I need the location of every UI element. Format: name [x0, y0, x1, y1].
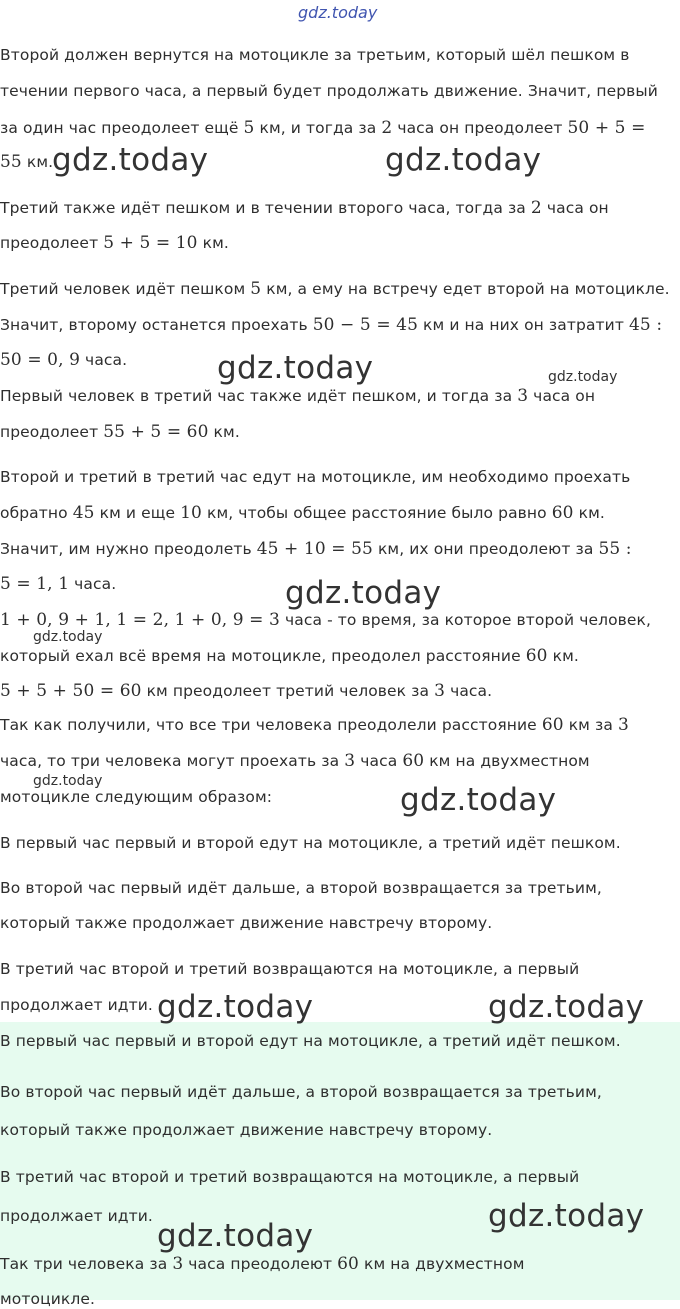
math-expression: 45 + 10 = 55 — [256, 539, 373, 559]
text-segment: часа он — [528, 387, 596, 405]
text-line — [0, 751, 590, 771]
text-line — [0, 539, 632, 559]
watermark: gdz.today — [33, 629, 103, 645]
watermark: gdz.today — [488, 989, 645, 1025]
text-segment: км. — [197, 234, 229, 252]
math-expression: 3 — [172, 1254, 184, 1274]
math-expression: 45 — [72, 503, 95, 523]
text-segment: км, и тогда за — [254, 119, 382, 137]
text-segment: Значит, второму останется проехать — [0, 316, 313, 334]
text-segment: км, а ему на встречу едет второй на мотоцикле. — [261, 280, 670, 298]
text-segment: часа он преодолеет — [392, 119, 568, 137]
text-line — [0, 959, 579, 979]
text-segment: Второй должен вернутся на мотоцикле за третьим, который шёл пешком в — [0, 46, 630, 64]
text-line — [0, 574, 116, 594]
math-expression: 3 — [517, 386, 529, 406]
text-line — [0, 715, 629, 735]
text-segment: часа он — [541, 199, 609, 217]
text-segment: Третий человек идёт пешком — [0, 280, 251, 298]
text-segment: часа преодолеют — [183, 1255, 338, 1273]
text-segment: км. — [208, 423, 240, 441]
text-segment: мотоцикле. — [0, 1290, 96, 1308]
math-expression: 55 : — [598, 539, 632, 559]
watermark: gdz.today — [33, 773, 103, 789]
math-expression: 60 — [525, 646, 548, 666]
math-expression: 5 + 5 = 10 — [103, 233, 198, 253]
math-expression: 3 — [434, 681, 446, 701]
text-segment: км. — [547, 647, 579, 665]
text-segment: течении первого часа, а первый будет продолжать движение. Значит, первый — [0, 82, 658, 100]
text-segment: Так три человека за — [0, 1255, 173, 1273]
text-segment: продолжает идти. — [0, 996, 153, 1014]
text-line — [0, 1167, 579, 1187]
watermark: gdz.today — [385, 142, 542, 178]
watermark: gdz.today — [285, 575, 442, 611]
text-segment: км преодолеет третий человек за — [141, 682, 435, 700]
text-segment: преодолеет — [0, 234, 104, 252]
math-expression: 50 = 0, 9 — [0, 350, 81, 370]
text-line — [0, 646, 579, 666]
watermark: gdz.today — [157, 989, 314, 1025]
text-line — [0, 1120, 492, 1140]
watermark: gdz.today — [400, 782, 557, 818]
watermark: gdz.today — [157, 1218, 314, 1254]
text-line — [0, 610, 651, 630]
text-segment: В первый час первый и второй едут на мотоцикле, а третий идёт пешком. — [0, 834, 621, 852]
watermark: gdz.today — [217, 350, 374, 386]
text-line — [0, 833, 621, 853]
text-segment: который также продолжает движение навстречу второму. — [0, 1121, 493, 1139]
text-segment: км на двухместном — [424, 752, 590, 770]
watermark-top: gdz.today — [298, 3, 378, 22]
text-line — [0, 198, 609, 218]
math-expression: 60 — [551, 503, 574, 523]
text-line — [0, 503, 605, 523]
text-segment: мотоцикле следующим образом: — [0, 788, 273, 806]
text-line — [0, 1082, 602, 1102]
text-segment: В первый час первый и второй едут на мотоцикле, а третий идёт пешком. — [0, 1032, 621, 1050]
math-expression: 1 + 0, 9 + 1, 1 = 2, 1 + 0, 9 = 3 — [0, 610, 280, 630]
text-line — [0, 118, 645, 138]
text-line — [0, 81, 658, 101]
text-segment: Во второй час первый идёт дальше, а второй возвращается за третьим, — [0, 879, 602, 897]
watermark: gdz.today — [488, 1198, 645, 1234]
text-segment: Первый человек в третий час также идёт пешком, и тогда за — [0, 387, 518, 405]
text-line — [0, 279, 670, 299]
watermark: gdz.today — [52, 142, 209, 178]
text-line — [0, 1206, 153, 1226]
text-segment: Второй и третий в третий час едут на мотоцикле, им необходимо проехать — [0, 468, 631, 486]
text-segment: км на двухместном — [358, 1255, 525, 1273]
math-expression: 2 — [381, 118, 393, 138]
math-expression: 55 — [0, 152, 22, 172]
text-segment: часа. — [445, 682, 493, 700]
math-expression: 5 + 5 + 50 = 60 — [0, 681, 142, 701]
text-line — [0, 878, 602, 898]
text-segment: часа. — [69, 575, 117, 593]
text-segment: км, их они преодолеют за — [372, 540, 599, 558]
text-segment: Так как получили, что все три человека преодолели расстояние — [0, 716, 542, 734]
text-line — [0, 995, 153, 1015]
math-expression: 10 — [180, 503, 202, 523]
text-line — [0, 467, 630, 487]
text-segment: км за — [563, 716, 618, 734]
text-line — [0, 233, 229, 253]
text-line — [0, 350, 127, 370]
math-expression: 60 — [541, 715, 564, 735]
math-expression: 60 — [402, 751, 425, 771]
text-segment: В третий час второй и третий возвращаются на мотоцикле, а первый — [0, 960, 580, 978]
text-line — [0, 45, 629, 65]
text-line — [0, 1031, 621, 1051]
text-line — [0, 787, 272, 807]
text-segment: который также продолжает движение навстречу второму. — [0, 914, 493, 932]
math-expression: 55 + 5 = 60 — [103, 422, 209, 442]
text-segment: часа - то время, за которое второй человек, — [279, 611, 652, 629]
text-segment: который ехал всё время на мотоцикле, преодолел расстояние — [0, 647, 526, 665]
math-expression: 5 — [243, 118, 255, 138]
watermark: gdz.today — [548, 369, 618, 385]
text-segment: продолжает идти. — [0, 1207, 153, 1225]
text-line — [0, 315, 662, 335]
text-segment: часа, то три человека могут проехать за — [0, 752, 345, 770]
text-line — [0, 1289, 95, 1309]
math-expression: 3 — [617, 715, 629, 735]
text-segment: км. — [573, 504, 605, 522]
text-line — [0, 913, 492, 933]
text-line — [0, 681, 492, 701]
text-segment: за один час преодолеет ещё — [0, 119, 244, 137]
text-segment: преодолеет — [0, 423, 104, 441]
math-expression: 60 — [337, 1254, 359, 1274]
text-segment: Третий также идёт пешком и в течении второго часа, тогда за — [0, 199, 531, 217]
text-line — [0, 1254, 525, 1274]
math-expression: 3 — [344, 751, 356, 771]
math-expression: 50 + 5 = — [567, 118, 646, 138]
text-segment: обратно — [0, 504, 73, 522]
text-segment: часа. — [80, 351, 128, 369]
math-expression: 5 = 1, 1 — [0, 574, 70, 594]
text-segment: км. — [21, 153, 54, 171]
math-expression: 45 : — [629, 315, 663, 335]
text-segment: км, чтобы общее расстояние было равно — [201, 504, 552, 522]
math-expression: 2 — [530, 198, 542, 218]
math-expression: 5 — [250, 279, 262, 299]
text-segment: км и на них он затратит — [418, 316, 630, 334]
text-segment: часа — [355, 752, 403, 770]
text-segment: Значит, им нужно преодолеть — [0, 540, 257, 558]
math-expression: 50 − 5 = 45 — [312, 315, 419, 335]
text-segment: В третий час второй и третий возвращаются на мотоцикле, а первый — [0, 1168, 580, 1186]
text-line — [0, 422, 240, 442]
text-segment: Во второй час первый идёт дальше, а второй возвращается за третьим, — [0, 1083, 602, 1101]
text-segment: км и еще — [94, 504, 181, 522]
text-line — [0, 152, 53, 172]
text-line — [0, 386, 595, 406]
